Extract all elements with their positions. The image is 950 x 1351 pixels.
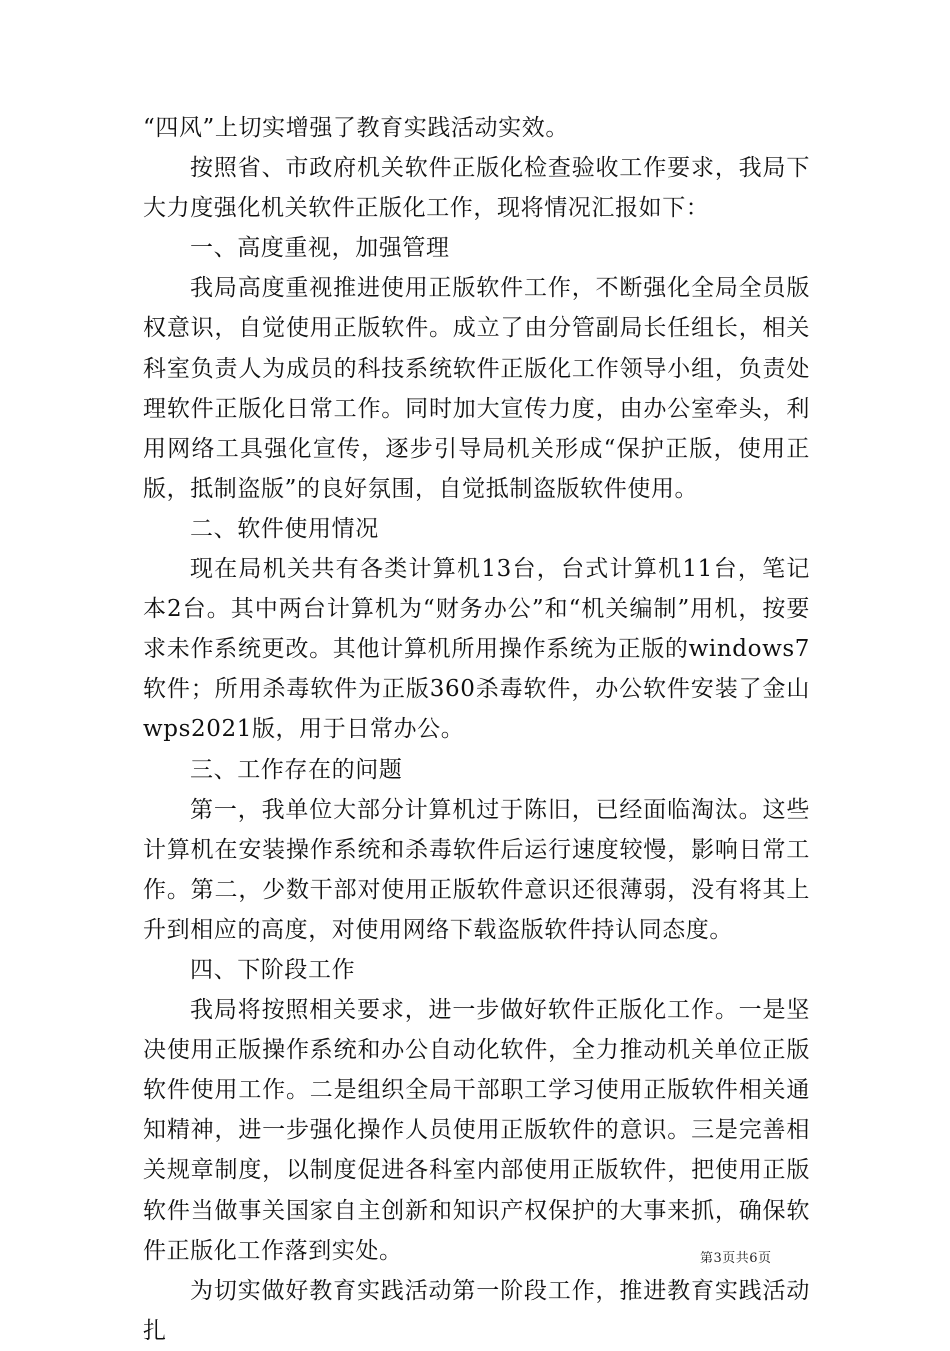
section-heading-2: 二、软件使用情况 [190, 515, 379, 542]
paragraph-section-4: 我局将按照相关要求，进一步做好软件正版化工作。一是坚决使用正版操作系统和办公自动化软件，全力推动机关单位正版软件使用工作。二是组织全局干部职工学习使用正版软件相关通知精神，进一步强化操作人员使用正版软件的意识。三是完善相关规章制度，以制度促进各科室内部使用正版软件，把使用正版软件当做事关国家自主创新和知识产权保护的大事来抓，确保软件正版化工作落到实处。 [143, 997, 810, 1264]
page-number-footer: 第3页共6页 [700, 1251, 772, 1266]
paragraph-closing: 为切实做好教育实践活动第一阶段工作，推进教育实践活动扎 [143, 1277, 810, 1344]
document-body [143, 108, 810, 1351]
section-heading-3: 三、工作存在的问题 [190, 756, 403, 783]
paragraph-continuation: “四风”上切实增强了教育实践活动实效。 [143, 115, 569, 141]
section-heading-1: 一、高度重视，加强管理 [190, 235, 450, 262]
paragraph-section-3: 第一，我单位大部分计算机过于陈旧，已经面临淘汰。这些计算机在安装操作系统和杀毒软件后运行速度较慢，影响日常工作。第二，少数干部对使用正版软件意识还很薄弱，没有将其上升到相应的高度，对使用网络下载盗版软件持认同态度。 [143, 796, 810, 943]
paragraph-section-2: 现在局机关共有各类计算机13台，台式计算机11台，笔记本2台。其中两台计算机为“财务办公”和“机关编制”用机，按要求未作系统更改。其他计算机所用操作系统为正版的windows7软件；所用杀毒软件为正版360杀毒软件，办公软件安装了金山wps2021版，用于日常办公。 [143, 556, 810, 743]
paragraph-intro: 按照省、市政府机关软件正版化检查验收工作要求，我局下大力度强化机关软件正版化工作，现将情况汇报如下： [143, 155, 810, 222]
paragraph-section-1: 我局高度重视推进使用正版软件工作，不断强化全局全员版权意识，自觉使用正版软件。成立了由分管副局长任组长，相关科室负责人为成员的科技系统软件正版化工作领导小组，负责处理软件正版化日常工作。同时加大宣传力度，由办公室牵头，利用网络工具强化宣传，逐步引导局机关形成“保护正版，使用正版，抵制盗版”的良好氛围，自觉抵制盗版软件使用。 [143, 275, 810, 502]
section-heading-4: 四、下阶段工作 [190, 956, 356, 983]
